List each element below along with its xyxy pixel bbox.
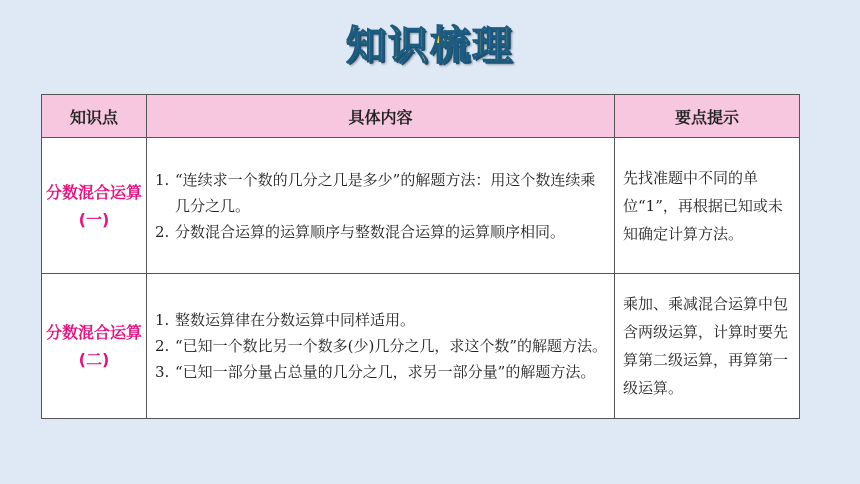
item-number: 2. [155,222,170,241]
item-text: “已知一个数比另一个数多(少)几分之几，求这个数”的解题方法。 [175,337,608,355]
header-content: 具体内容 [147,95,615,138]
tip-cell: 乘加、乘减混合运算中包含两级运算，计算时要先算第二级运算，再算第一级运算。 [615,274,800,419]
header-knowledge-point: 知识点 [42,95,147,138]
item-text: 分数混合运算的运算顺序与整数混合运算的运算顺序相同。 [175,222,566,241]
item-text: “连续求一个数的几分之几是多少”的解题方法：用这个数连续乘几分之几。 [175,170,596,215]
list-item [155,219,608,245]
page-title: 知识梳理 [346,23,514,69]
item-text: “已知一部分量占总量的几分之几，求另一部分量”的解题方法。 [175,363,596,381]
tip-cell: 先找准题中不同的单位“1”，再根据已知或未知确定计算方法。 [615,138,800,274]
topic-cell: 分数混合运算(一) [42,138,147,274]
table-header-row [42,95,800,138]
list-item [155,359,608,385]
list-item [155,333,608,359]
content-cell [147,274,615,419]
item-text: 整数运算律在分数运算中同样适用。 [175,311,416,329]
item-number: 1. [155,311,170,329]
item-number: 2. [155,337,170,355]
table-row [42,138,800,274]
list-item [155,167,608,219]
header-tips: 要点提示 [615,95,800,138]
item-number: 3. [155,363,170,381]
content-cell [147,138,615,274]
topic-cell: 分数混合运算(二) [42,274,147,419]
table-row [42,274,800,419]
item-number: 1. [155,170,170,189]
list-item [155,307,608,333]
knowledge-table [41,94,800,419]
